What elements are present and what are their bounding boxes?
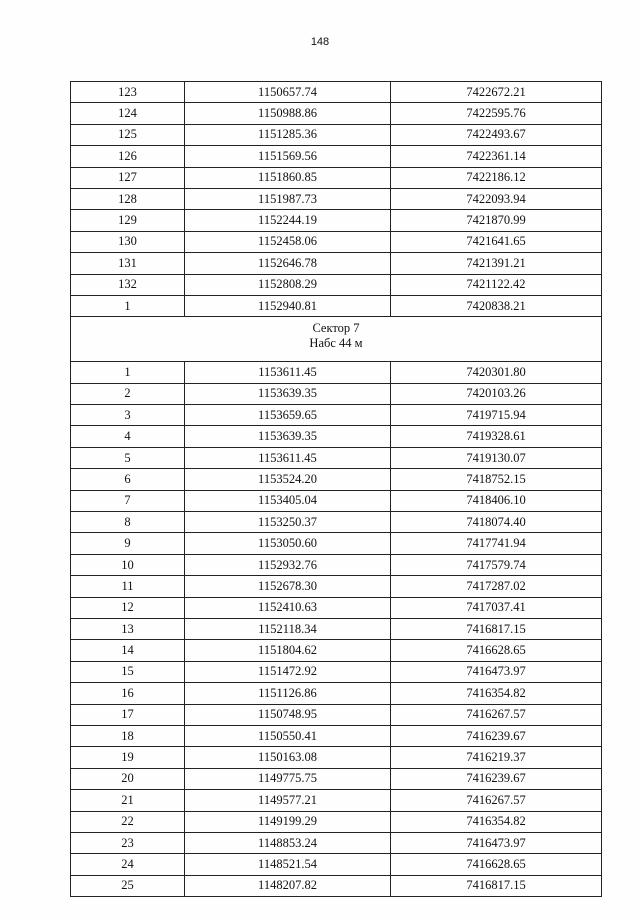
table-row	[71, 82, 602, 103]
table-row	[71, 188, 602, 209]
y-coordinate-cell: 7416219.37	[391, 747, 602, 768]
table-row	[71, 210, 602, 231]
table-row	[71, 640, 602, 661]
point-number-cell: 124	[71, 103, 185, 124]
y-coordinate-cell: 7418752.15	[391, 469, 602, 490]
x-coordinate-cell: 1150163.08	[185, 747, 391, 768]
coordinates-rows-before	[71, 82, 602, 317]
point-number-cell: 25	[71, 875, 185, 896]
sector-header-cell	[71, 317, 602, 362]
point-number-cell: 20	[71, 768, 185, 789]
point-number-cell: 3	[71, 405, 185, 426]
y-coordinate-cell: 7418074.40	[391, 512, 602, 533]
point-number-cell: 8	[71, 512, 185, 533]
x-coordinate-cell: 1153050.60	[185, 533, 391, 554]
x-coordinate-cell: 1153639.35	[185, 383, 391, 404]
table-row	[71, 124, 602, 145]
coordinates-rows-after	[71, 362, 602, 897]
y-coordinate-cell: 7416267.57	[391, 704, 602, 725]
sector-title: Сектор 7	[312, 321, 360, 336]
x-coordinate-cell: 1153659.65	[185, 405, 391, 426]
coordinates-table	[70, 81, 602, 897]
y-coordinate-cell: 7422672.21	[391, 82, 602, 103]
y-coordinate-cell: 7421641.65	[391, 231, 602, 252]
x-coordinate-cell: 1152458.06	[185, 231, 391, 252]
y-coordinate-cell: 7416354.82	[391, 683, 602, 704]
x-coordinate-cell: 1149775.75	[185, 768, 391, 789]
table-row	[71, 362, 602, 383]
table-row	[71, 426, 602, 447]
point-number-cell: 6	[71, 469, 185, 490]
point-number-cell: 21	[71, 790, 185, 811]
point-number-cell: 11	[71, 576, 185, 597]
table-row	[71, 253, 602, 274]
table-row	[71, 790, 602, 811]
table-row	[71, 383, 602, 404]
point-number-cell: 5	[71, 447, 185, 468]
point-number-cell: 15	[71, 661, 185, 682]
point-number-cell: 130	[71, 231, 185, 252]
y-coordinate-cell: 7416628.65	[391, 854, 602, 875]
y-coordinate-cell: 7417741.94	[391, 533, 602, 554]
point-number-cell: 10	[71, 554, 185, 575]
x-coordinate-cell: 1153611.45	[185, 362, 391, 383]
y-coordinate-cell: 7422493.67	[391, 124, 602, 145]
y-coordinate-cell: 7416473.97	[391, 832, 602, 853]
y-coordinate-cell: 7416473.97	[391, 661, 602, 682]
table-row	[71, 854, 602, 875]
table-row	[71, 661, 602, 682]
y-coordinate-cell: 7416628.65	[391, 640, 602, 661]
page-number: 148	[310, 36, 330, 48]
x-coordinate-cell: 1151804.62	[185, 640, 391, 661]
y-coordinate-cell: 7417287.02	[391, 576, 602, 597]
point-number-cell: 1	[71, 295, 185, 316]
table-row	[71, 832, 602, 853]
y-coordinate-cell: 7421391.21	[391, 253, 602, 274]
x-coordinate-cell: 1152940.81	[185, 295, 391, 316]
point-number-cell: 126	[71, 146, 185, 167]
x-coordinate-cell: 1150550.41	[185, 725, 391, 746]
point-number-cell: 128	[71, 188, 185, 209]
point-number-cell: 14	[71, 640, 185, 661]
point-number-cell: 13	[71, 618, 185, 639]
y-coordinate-cell: 7419130.07	[391, 447, 602, 468]
y-coordinate-cell: 7420838.21	[391, 295, 602, 316]
point-number-cell: 7	[71, 490, 185, 511]
y-coordinate-cell: 7416239.67	[391, 768, 602, 789]
x-coordinate-cell: 1153611.45	[185, 447, 391, 468]
table-row	[71, 875, 602, 896]
table-row	[71, 747, 602, 768]
table-row	[71, 576, 602, 597]
table-row	[71, 167, 602, 188]
table-row	[71, 447, 602, 468]
table-row	[71, 295, 602, 316]
x-coordinate-cell: 1152646.78	[185, 253, 391, 274]
y-coordinate-cell: 7422361.14	[391, 146, 602, 167]
point-number-cell: 4	[71, 426, 185, 447]
x-coordinate-cell: 1153639.35	[185, 426, 391, 447]
point-number-cell: 22	[71, 811, 185, 832]
x-coordinate-cell: 1151987.73	[185, 188, 391, 209]
x-coordinate-cell: 1152932.76	[185, 554, 391, 575]
table-row	[71, 768, 602, 789]
y-coordinate-cell: 7422093.94	[391, 188, 602, 209]
point-number-cell: 9	[71, 533, 185, 554]
table-row	[71, 597, 602, 618]
table-row	[71, 533, 602, 554]
x-coordinate-cell: 1150748.95	[185, 704, 391, 725]
y-coordinate-cell: 7420301.80	[391, 362, 602, 383]
x-coordinate-cell: 1148853.24	[185, 832, 391, 853]
y-coordinate-cell: 7422595.76	[391, 103, 602, 124]
x-coordinate-cell: 1152410.63	[185, 597, 391, 618]
y-coordinate-cell: 7419715.94	[391, 405, 602, 426]
x-coordinate-cell: 1152678.30	[185, 576, 391, 597]
point-number-cell: 23	[71, 832, 185, 853]
point-number-cell: 123	[71, 82, 185, 103]
table-row	[71, 469, 602, 490]
point-number-cell: 131	[71, 253, 185, 274]
y-coordinate-cell: 7419328.61	[391, 426, 602, 447]
point-number-cell: 127	[71, 167, 185, 188]
x-coordinate-cell: 1151860.85	[185, 167, 391, 188]
table-row	[71, 146, 602, 167]
x-coordinate-cell: 1153405.04	[185, 490, 391, 511]
sector-header-row	[71, 317, 602, 362]
x-coordinate-cell: 1148521.54	[185, 854, 391, 875]
point-number-cell: 132	[71, 274, 185, 295]
table-row	[71, 811, 602, 832]
y-coordinate-cell: 7418406.10	[391, 490, 602, 511]
table-row	[71, 618, 602, 639]
point-number-cell: 1	[71, 362, 185, 383]
point-number-cell: 12	[71, 597, 185, 618]
y-coordinate-cell: 7417037.41	[391, 597, 602, 618]
x-coordinate-cell: 1151285.36	[185, 124, 391, 145]
point-number-cell: 17	[71, 704, 185, 725]
y-coordinate-cell: 7420103.26	[391, 383, 602, 404]
x-coordinate-cell: 1152808.29	[185, 274, 391, 295]
table-row	[71, 512, 602, 533]
x-coordinate-cell: 1152118.34	[185, 618, 391, 639]
x-coordinate-cell: 1153524.20	[185, 469, 391, 490]
point-number-cell: 129	[71, 210, 185, 231]
y-coordinate-cell: 7421122.42	[391, 274, 602, 295]
point-number-cell: 18	[71, 725, 185, 746]
point-number-cell: 125	[71, 124, 185, 145]
point-number-cell: 2	[71, 383, 185, 404]
table-row	[71, 490, 602, 511]
y-coordinate-cell: 7416267.57	[391, 790, 602, 811]
x-coordinate-cell: 1149577.21	[185, 790, 391, 811]
y-coordinate-cell: 7416817.15	[391, 618, 602, 639]
x-coordinate-cell: 1152244.19	[185, 210, 391, 231]
point-number-cell: 16	[71, 683, 185, 704]
sector-subtitle: Набс 44 м	[309, 336, 363, 351]
table-row	[71, 405, 602, 426]
table-row	[71, 554, 602, 575]
y-coordinate-cell: 7421870.99	[391, 210, 602, 231]
point-number-cell: 19	[71, 747, 185, 768]
table-row	[71, 103, 602, 124]
x-coordinate-cell: 1150988.86	[185, 103, 391, 124]
x-coordinate-cell: 1151126.86	[185, 683, 391, 704]
x-coordinate-cell: 1150657.74	[185, 82, 391, 103]
y-coordinate-cell: 7422186.12	[391, 167, 602, 188]
y-coordinate-cell: 7416239.67	[391, 725, 602, 746]
x-coordinate-cell: 1153250.37	[185, 512, 391, 533]
table-row	[71, 683, 602, 704]
x-coordinate-cell: 1151472.92	[185, 661, 391, 682]
x-coordinate-cell: 1148207.82	[185, 875, 391, 896]
y-coordinate-cell: 7417579.74	[391, 554, 602, 575]
table-row	[71, 231, 602, 252]
y-coordinate-cell: 7416354.82	[391, 811, 602, 832]
x-coordinate-cell: 1151569.56	[185, 146, 391, 167]
point-number-cell: 24	[71, 854, 185, 875]
table-row	[71, 274, 602, 295]
y-coordinate-cell: 7416817.15	[391, 875, 602, 896]
x-coordinate-cell: 1149199.29	[185, 811, 391, 832]
table-row	[71, 704, 602, 725]
table-row	[71, 725, 602, 746]
